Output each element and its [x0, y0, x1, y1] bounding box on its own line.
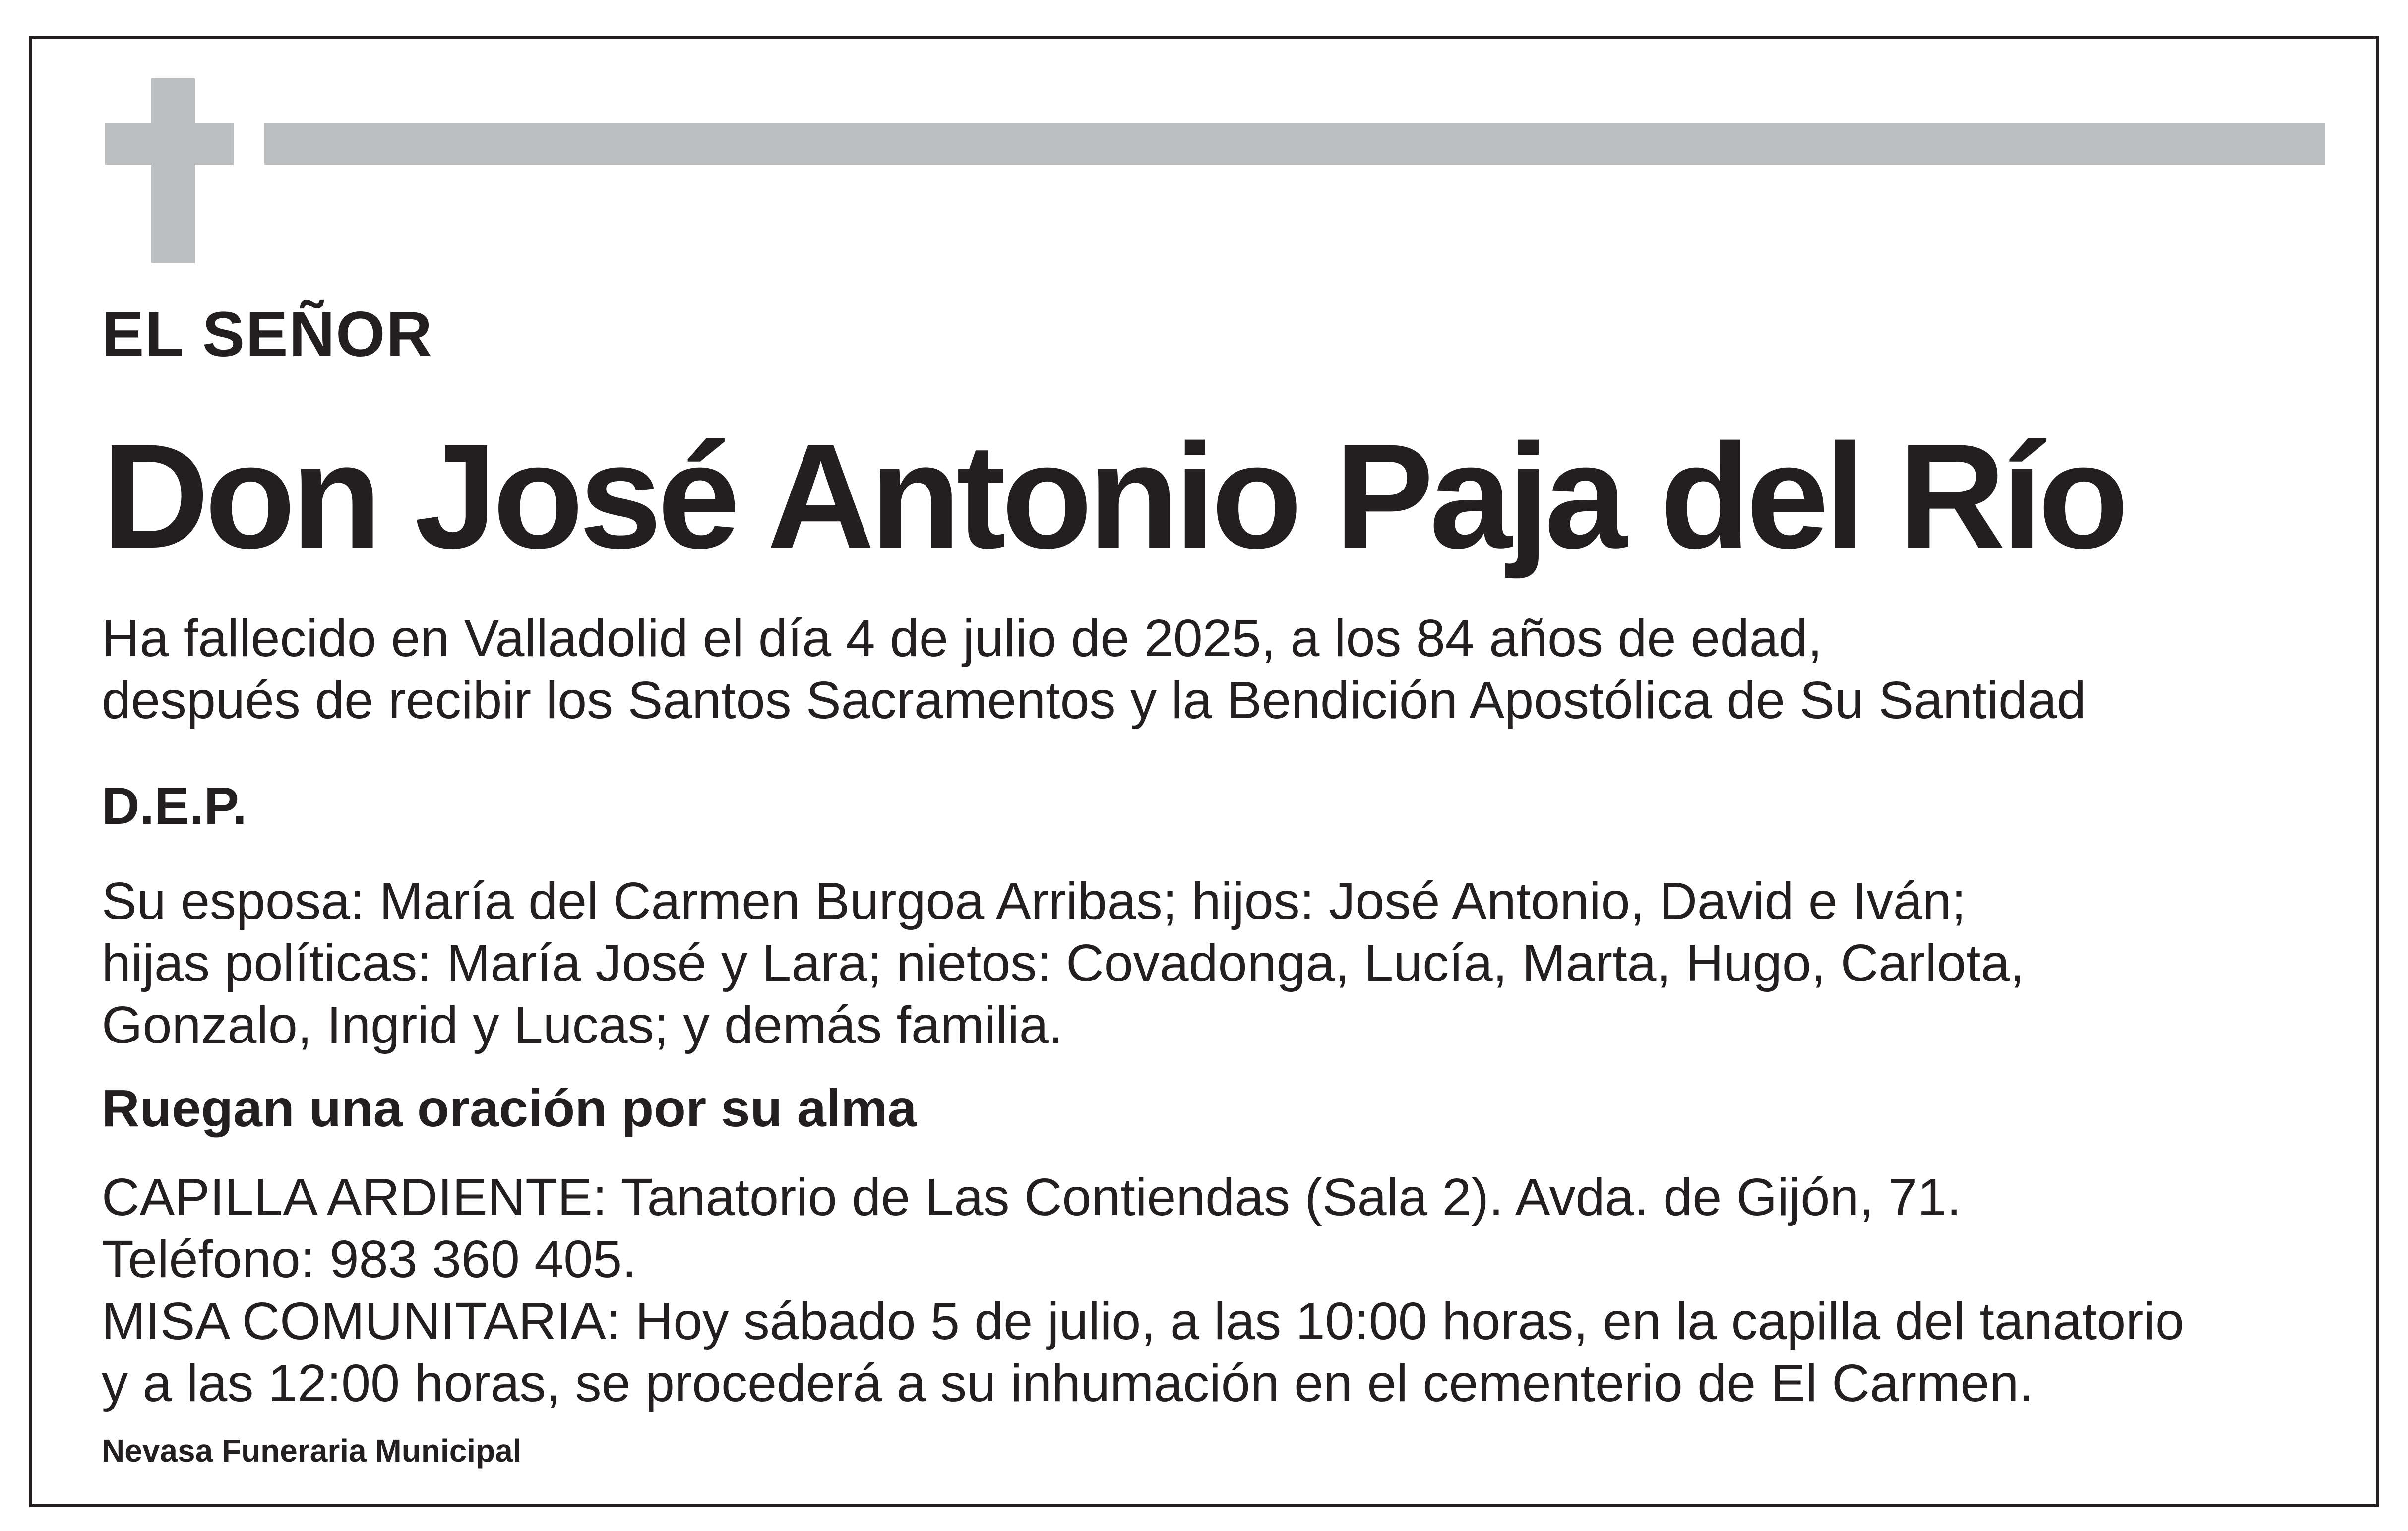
notice-title: EL SEÑOR: [102, 299, 433, 370]
death-line: después de recibir los Santos Sacramentos y la Bendición Apostólica de Su Santidad: [102, 671, 2086, 730]
prayer-request: Ruegan una oración por su alma: [102, 1079, 917, 1138]
header-rule: [264, 123, 2325, 165]
funeral-arrangements: [102, 1166, 2184, 1414]
rip-label: D.E.P.: [102, 777, 247, 835]
family-list: [102, 870, 2025, 1056]
death-announcement: [102, 608, 2086, 732]
family-line: Gonzalo, Ingrid y Lucas; y demás familia.: [102, 996, 1063, 1054]
cross-vertical-bar: [151, 78, 195, 263]
cross-horizontal-bar: [105, 123, 234, 165]
death-line: Ha fallecido en Valladolid el día 4 de julio de 2025, a los 84 años de edad,: [102, 609, 1823, 668]
arrangement-line: Teléfono: 983 360 405.: [102, 1230, 637, 1288]
family-line: hijas políticas: María José y Lara; nietos: Covadonga, Lucía, Marta, Hugo, Carlota,: [102, 934, 2025, 992]
family-line: Su esposa: María del Carmen Burgoa Arribas; hijos: José Antonio, David e Iván;: [102, 872, 1967, 930]
arrangement-line: y a las 12:00 horas, se procederá a su inhumación en el cementerio de El Carmen.: [102, 1354, 2034, 1412]
arrangement-line: MISA COMUNITARIA: Hoy sábado 5 de julio, a las 10:00 horas, en la capilla del tanatorio: [102, 1292, 2184, 1350]
arrangement-line: CAPILLA ARDIENTE: Tanatorio de Las Contiendas (Sala 2). Avda. de Gijón, 71.: [102, 1168, 1962, 1226]
deceased-name: Don José Antonio Paja del Río: [102, 413, 2125, 579]
funeral-home: Nevasa Funeraria Municipal: [102, 1433, 522, 1469]
